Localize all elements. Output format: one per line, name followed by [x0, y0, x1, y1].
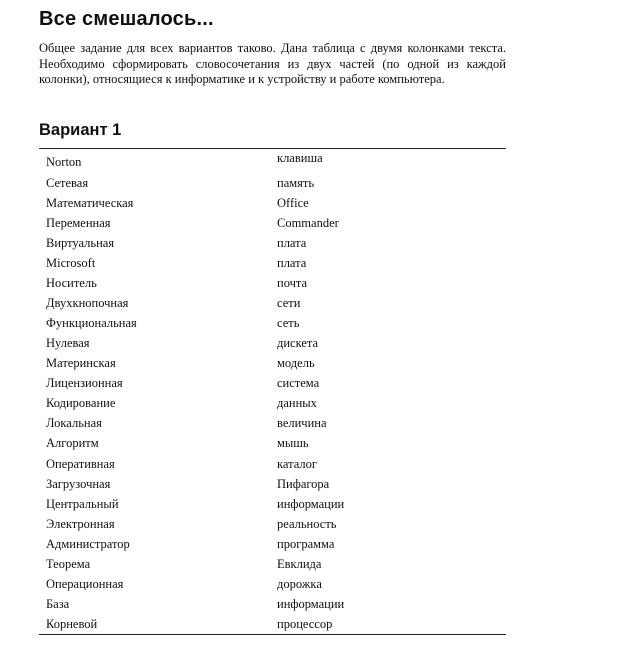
- right-word: плата: [277, 236, 307, 250]
- table-row: [39, 152, 506, 172]
- table-row: [39, 173, 506, 193]
- right-word: информации: [277, 597, 345, 611]
- left-word: Кодирование: [46, 396, 116, 410]
- right-word: система: [277, 376, 320, 390]
- right-word: Office: [277, 196, 309, 210]
- left-word: Загрузочная: [46, 477, 111, 491]
- right-word: плата: [277, 256, 307, 270]
- table-row: [39, 594, 506, 614]
- left-word: Центральный: [46, 497, 119, 511]
- right-word: реальность: [277, 517, 337, 531]
- right-word: мышь: [277, 436, 309, 450]
- left-word: Нулевая: [46, 336, 90, 350]
- left-word: Локальная: [46, 416, 102, 430]
- right-word: клавиша: [277, 151, 323, 165]
- left-word: Теорема: [46, 557, 91, 571]
- left-word: Носитель: [46, 276, 97, 290]
- table-row: [39, 614, 506, 634]
- variant-heading: Вариант 1: [39, 121, 122, 139]
- left-word: Двухкнопочная: [46, 296, 129, 310]
- left-word: Корневой: [46, 617, 98, 631]
- table-row: [39, 514, 506, 534]
- table-row: [39, 433, 506, 453]
- table-row: [39, 193, 506, 213]
- right-word: Пифагора: [277, 477, 330, 491]
- left-word: Математическая: [46, 196, 134, 210]
- right-word: дорожка: [277, 577, 322, 591]
- right-word: данных: [277, 396, 317, 410]
- table-row: [39, 313, 506, 333]
- right-word: сеть: [277, 316, 300, 330]
- table-row: [39, 213, 506, 233]
- right-word: модель: [277, 356, 315, 370]
- right-word: процессор: [277, 617, 333, 631]
- table-row: [39, 373, 506, 393]
- left-word: Электронная: [46, 517, 115, 531]
- left-word: Администратор: [46, 537, 130, 551]
- right-word: Commander: [277, 216, 339, 230]
- right-word: программа: [277, 537, 335, 551]
- table-row: [39, 494, 506, 514]
- table-row: [39, 474, 506, 494]
- left-word: Переменная: [46, 216, 111, 230]
- left-word: Norton: [46, 155, 82, 169]
- table-row: [39, 554, 506, 574]
- table-row: [39, 353, 506, 373]
- right-word: каталог: [277, 457, 317, 471]
- right-word: память: [277, 176, 315, 190]
- left-word: Microsoft: [46, 256, 96, 270]
- table-row: [39, 413, 506, 433]
- left-word: Лицензионная: [46, 376, 123, 390]
- table-row: [39, 293, 506, 313]
- left-word: База: [46, 597, 70, 611]
- left-word: Оперативная: [46, 457, 115, 471]
- left-word: Функциональная: [46, 316, 137, 330]
- table-row: [39, 454, 506, 474]
- table-row: [39, 273, 506, 293]
- right-word: сети: [277, 296, 301, 310]
- table-row: [39, 574, 506, 594]
- right-word: почта: [277, 276, 308, 290]
- left-word: Операционная: [46, 577, 124, 591]
- table-row: [39, 333, 506, 353]
- right-word: дискета: [277, 336, 319, 350]
- table-row: [39, 534, 506, 554]
- right-word: величина: [277, 416, 327, 430]
- left-word: Алгоритм: [46, 436, 99, 450]
- page-title: Все смешалось...: [39, 8, 214, 30]
- table-row: [39, 253, 506, 273]
- left-word: Виртуальная: [46, 236, 115, 250]
- word-table: [39, 148, 506, 635]
- table-row: [39, 393, 506, 413]
- right-word: информации: [277, 497, 345, 511]
- table-row: [39, 233, 506, 253]
- left-word: Сетевая: [46, 176, 89, 190]
- right-word: Евклида: [277, 557, 322, 571]
- left-word: Материнская: [46, 356, 116, 370]
- task-description: Общее задание для всех вариантов таково. Дана таблица с двумя колонками текста. Необходимо сформировать словосочетания из двух частей (по одной из каждой колонки), относящиеся к информатике и к устройству и работе компьютера.: [39, 41, 506, 86]
